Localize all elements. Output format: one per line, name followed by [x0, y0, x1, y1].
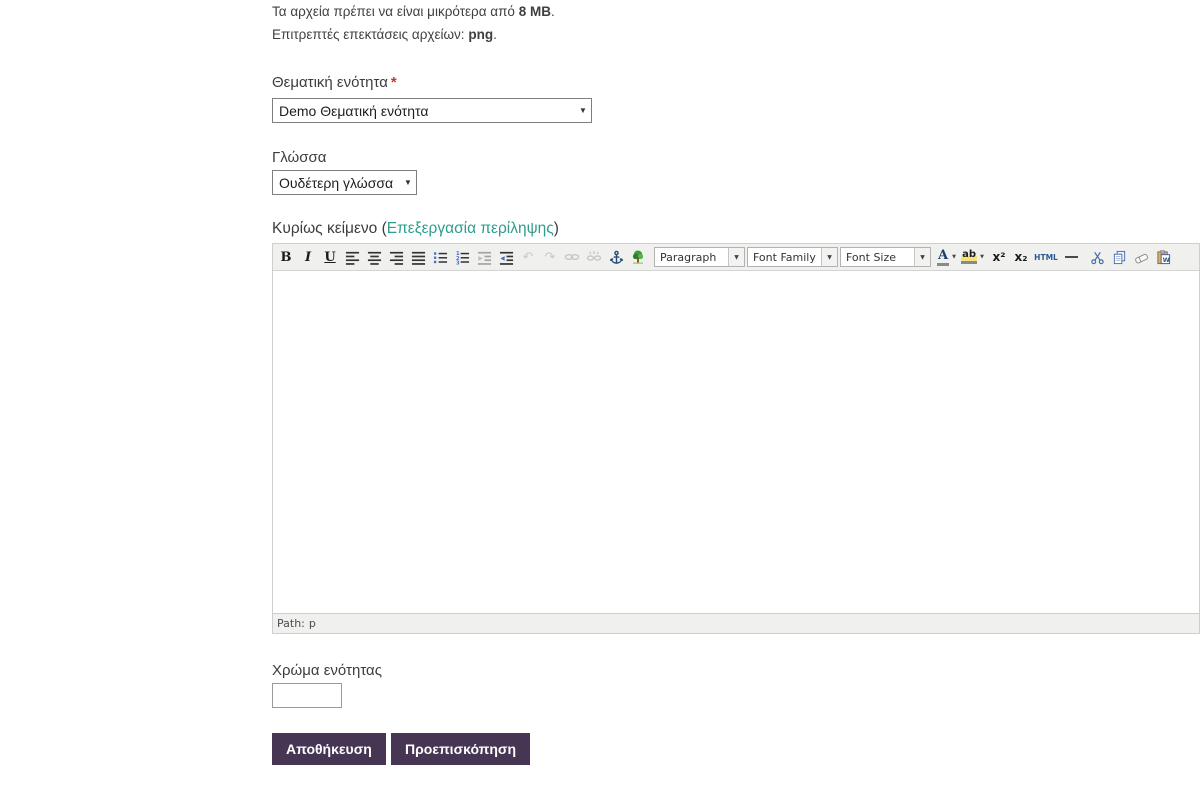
backcolor-letters: ab [961, 250, 977, 264]
topic-select-value: Demo Θεματική ενότητα [279, 102, 429, 119]
align-justify-icon [411, 250, 426, 265]
font-size-dropdown[interactable] [840, 247, 931, 267]
bullet-list-button[interactable] [430, 247, 450, 267]
svg-text:1: 1 [455, 250, 460, 257]
subscript-button[interactable]: x₂ [1014, 250, 1028, 264]
bullet-list-icon [433, 250, 448, 265]
scissors-icon [1090, 250, 1105, 265]
bold-button[interactable]: B [280, 249, 292, 265]
required-asterisk: * [390, 74, 397, 91]
file-size-note: Τα αρχεία πρέπει να είναι μικρότερα από 8 MB. [272, 4, 555, 19]
undo-button[interactable]: ↶ [522, 249, 534, 265]
edit-summary-link[interactable]: Επεξεργασία περίληψης [386, 220, 554, 237]
horizontal-rule-icon [1065, 256, 1078, 258]
paragraph-format-dropdown[interactable] [654, 247, 745, 267]
italic-button[interactable]: I [304, 249, 312, 265]
chevron-down-icon: ▼ [821, 248, 837, 266]
topic-select[interactable] [272, 98, 592, 123]
paragraph-format-value: Paragraph [660, 251, 717, 264]
link-icon [564, 249, 580, 265]
paste-word-icon [1156, 250, 1171, 265]
copy-button[interactable] [1109, 247, 1129, 267]
topic-label: Θεματική ενότητα * [272, 74, 397, 91]
editor-toolbar [273, 244, 1199, 271]
save-button[interactable]: Αποθήκευση [272, 733, 386, 765]
body-label: Κυρίως κείμενο (Επεξεργασία περίληψης) [272, 220, 559, 237]
insert-link-button[interactable] [562, 247, 582, 267]
element-path-value[interactable]: p [308, 617, 316, 630]
file-size-text: Τα αρχεία πρέπει να είναι μικρότερα από [272, 4, 515, 19]
cut-button[interactable] [1087, 247, 1107, 267]
outdent-icon [477, 250, 492, 265]
chevron-down-icon[interactable]: ▼ [952, 254, 957, 260]
indent-icon [499, 250, 514, 265]
remove-format-button[interactable] [1131, 247, 1151, 267]
anchor-icon [609, 250, 624, 265]
align-center-icon [367, 250, 382, 265]
element-path-label: Path: [277, 617, 305, 630]
numbered-list-icon [455, 250, 470, 265]
copy-icon [1112, 250, 1127, 265]
chevron-down-icon: ▼ [914, 248, 930, 266]
insert-image-button[interactable] [628, 247, 648, 267]
unlink-icon [586, 249, 602, 265]
numbered-list-button[interactable] [452, 247, 472, 267]
underline-button[interactable]: U [324, 249, 336, 265]
svg-text:2: 2 [455, 255, 460, 262]
html-source-button[interactable]: HTML [1034, 252, 1058, 262]
indent-button[interactable] [496, 247, 516, 267]
unlink-button[interactable] [584, 247, 604, 267]
chevron-down-icon[interactable]: ▼ [980, 254, 984, 260]
outdent-button[interactable] [474, 247, 494, 267]
redo-button[interactable]: ↷ [544, 249, 556, 265]
forecolor-button[interactable] [937, 247, 959, 267]
align-center-button[interactable] [364, 247, 384, 267]
image-tree-icon [630, 249, 646, 265]
preview-button[interactable]: Προεπισκόπηση [391, 733, 530, 765]
file-extensions-text: Επιτρεπτές επεκτάσεις αρχείων: [272, 27, 465, 42]
svg-text:3: 3 [455, 260, 460, 265]
align-justify-button[interactable] [408, 247, 428, 267]
font-size-value: Font Size [846, 251, 897, 264]
align-left-button[interactable] [342, 247, 362, 267]
language-select-value: Ουδέτερη γλώσσα [279, 174, 394, 191]
font-family-value: Font Family [753, 251, 816, 264]
font-family-dropdown[interactable] [747, 247, 838, 267]
editor-content[interactable] [273, 271, 1199, 613]
horizontal-rule-button[interactable] [1061, 247, 1081, 267]
chevron-down-icon: ▼ [579, 106, 587, 115]
align-left-icon [345, 250, 360, 265]
file-extensions-value: png [468, 27, 494, 42]
chevron-down-icon: ▼ [404, 178, 412, 187]
file-size-value: 8 MB [518, 4, 551, 19]
chevron-down-icon: ▼ [728, 248, 744, 266]
color-label: Χρώμα ενότητας [272, 662, 382, 679]
superscript-button[interactable]: x² [992, 250, 1006, 264]
anchor-button[interactable] [606, 247, 626, 267]
eraser-icon [1134, 250, 1149, 265]
paste-word-button[interactable] [1153, 247, 1173, 267]
language-select[interactable] [272, 170, 417, 195]
language-label: Γλώσσα [272, 149, 327, 166]
backcolor-button[interactable] [961, 247, 987, 267]
align-right-button[interactable] [386, 247, 406, 267]
color-input[interactable] [272, 683, 342, 708]
svg-text:W: W [1162, 255, 1170, 264]
file-extensions-note: Επιτρεπτές επεκτάσεις αρχείων: png. [272, 27, 497, 42]
editor-statusbar [273, 613, 1199, 633]
rich-text-editor [272, 243, 1200, 634]
align-right-icon [389, 250, 404, 265]
forecolor-letter: A [937, 249, 949, 266]
